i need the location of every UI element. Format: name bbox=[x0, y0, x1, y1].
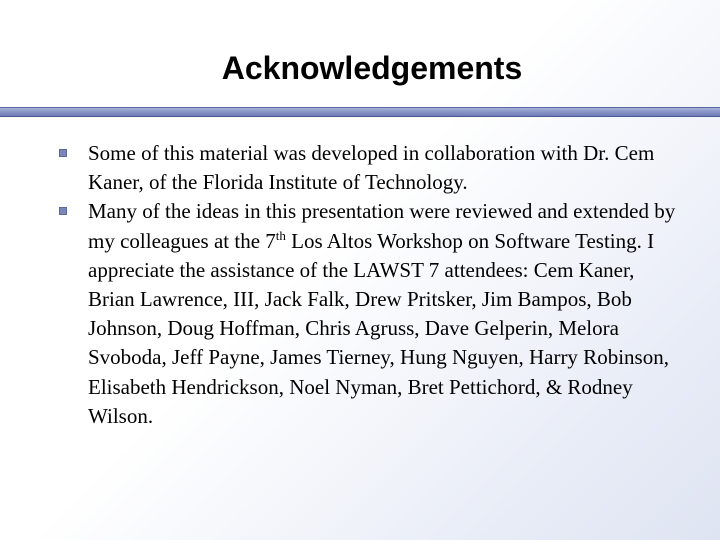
square-bullet-icon bbox=[59, 149, 67, 157]
bullet-text-before: Many of the ideas in this presentation were reviewed and extended by my colleagues at the 7 bbox=[88, 199, 676, 253]
bullet-text: Some of this material was developed in collaboration with Dr. Cem Kaner, of the Florida Institute of Technology. bbox=[88, 141, 655, 195]
bullet-text-after: Los Altos Workshop on Software Testing. I appreciate the assistance of the LAWST 7 attendees: Cem Kaner, Brian Lawrence, III, Jack Falk, Drew Pritsker, Jim Bampos, Bob Johnson, Doug Hoffman, Chris Agruss, Dave Gelperin, Melora Svoboda, Jeff Payne, James Tierney, Hung Nguyen, Harry Robinson, Elisabeth Hendrickson, Noel Nyman, Bret Pettichord, & Rodney Wilson. bbox=[88, 228, 669, 428]
bullet-list bbox=[56, 139, 676, 431]
square-bullet-icon bbox=[59, 207, 67, 215]
slide-title: Acknowledgements bbox=[221, 50, 523, 86]
bullet-item-lawst bbox=[56, 197, 676, 431]
bullet-item-collaboration bbox=[56, 139, 676, 197]
ordinal-superscript: th bbox=[275, 227, 286, 243]
title-divider bbox=[0, 107, 720, 117]
